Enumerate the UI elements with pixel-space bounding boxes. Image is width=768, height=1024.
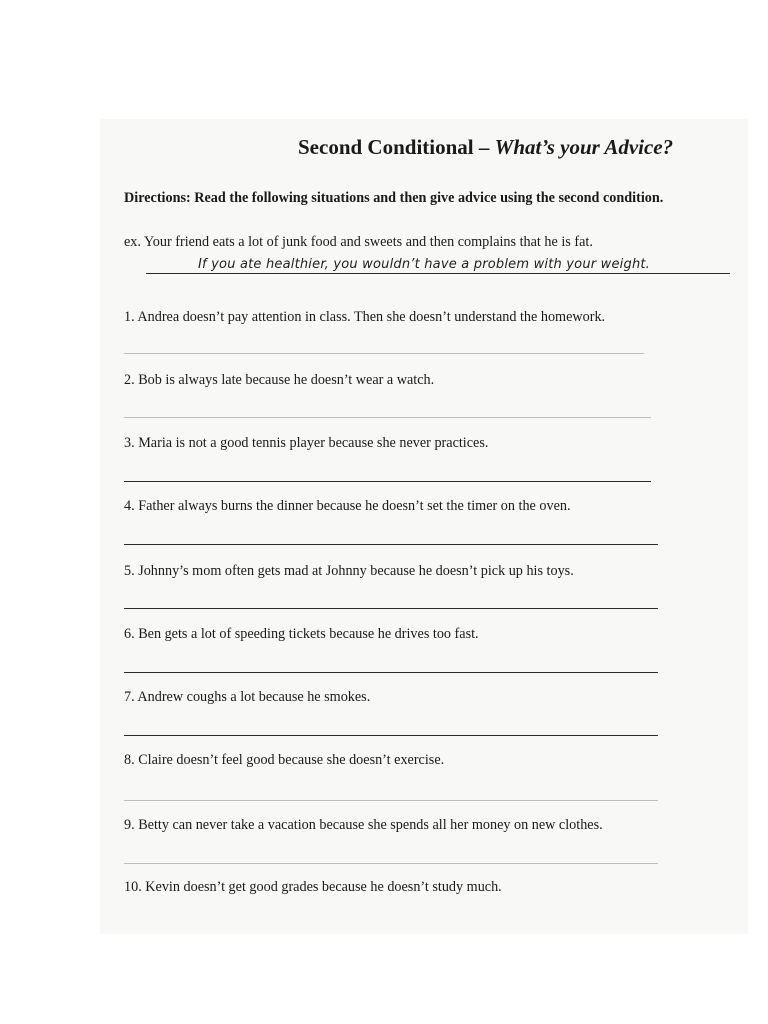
question-9: 9. Betty can never take a vacation because she spends all her money on new clothes. <box>124 817 603 833</box>
answer-line-2 <box>124 417 651 418</box>
question-7: 7. Andrew coughs a lot because he smokes. <box>124 689 371 705</box>
example-answer: If you ate healthier, you wouldn’t have a problem with your weight. <box>198 257 651 272</box>
answer-line-1 <box>124 353 644 354</box>
question-1: 1. Andrea doesn’t pay attention in class. Then she doesn’t understand the homework. <box>124 309 606 325</box>
example-answer-line <box>146 273 730 274</box>
title-main: Second Conditional – <box>298 135 495 159</box>
answer-line-4 <box>124 544 658 545</box>
question-8: 8. Claire doesn’t feel good because she doesn’t exercise. <box>124 752 445 768</box>
answer-line-3 <box>124 481 651 482</box>
answer-line-7 <box>124 735 658 736</box>
title-italic: What’s your Advice? <box>494 135 674 159</box>
question-2: 2. Bob is always late because he doesn’t wear a watch. <box>124 372 435 388</box>
answer-line-9 <box>124 863 658 864</box>
answer-line-8 <box>124 800 658 801</box>
worksheet-title <box>298 135 673 160</box>
question-10: 10. Kevin doesn’t get good grades because he doesn’t study much. <box>124 879 502 895</box>
question-4: 4. Father always burns the dinner because he doesn’t set the timer on the oven. <box>124 498 571 514</box>
answer-line-6 <box>124 672 658 673</box>
question-6: 6. Ben gets a lot of speeding tickets because he drives too fast. <box>124 626 479 642</box>
directions: Directions: Read the following situations and then give advice using the second condition. <box>124 190 664 206</box>
example-prompt: ex. Your friend eats a lot of junk food and sweets and then complains that he is fat. <box>124 234 593 250</box>
question-5: 5. Johnny’s mom often gets mad at Johnny because he doesn’t pick up his toys. <box>124 563 574 579</box>
answer-line-5 <box>124 608 658 609</box>
question-3: 3. Maria is not a good tennis player because she never practices. <box>124 435 489 451</box>
